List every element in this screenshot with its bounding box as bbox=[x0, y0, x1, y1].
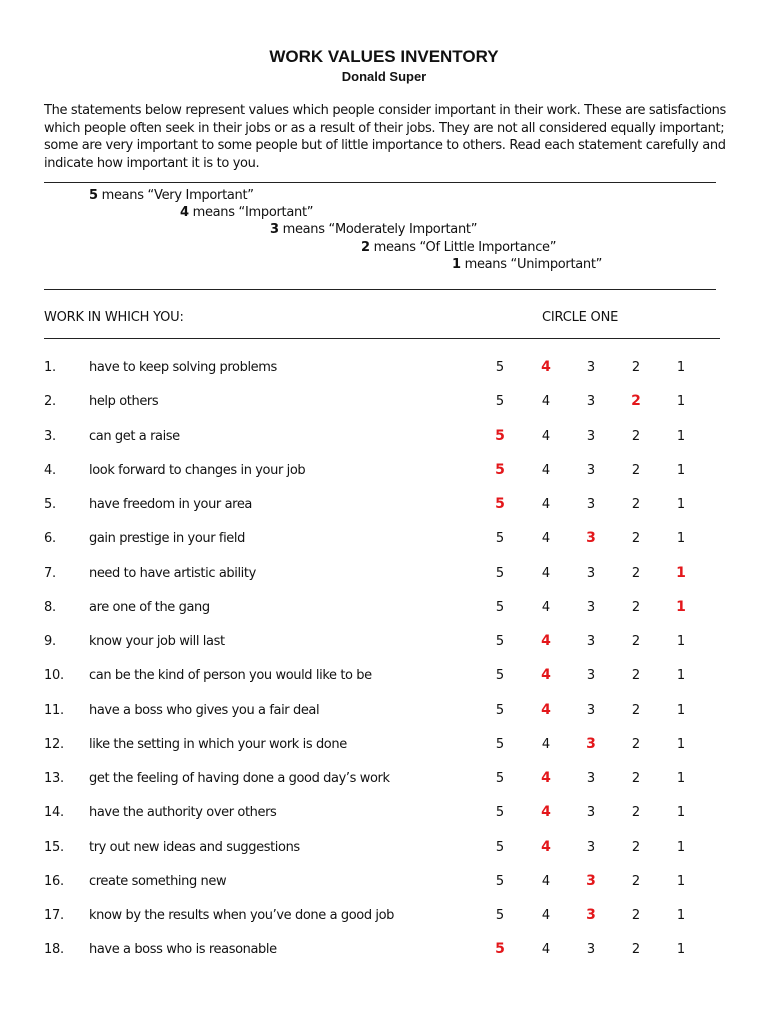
statement-number: 9. bbox=[44, 634, 56, 649]
rating-option[interactable]: 2 bbox=[631, 702, 641, 718]
legend-text: means “Important” bbox=[188, 205, 314, 220]
rating-option-selected[interactable]: 4 bbox=[541, 804, 551, 821]
statement-text: create something new bbox=[89, 873, 227, 889]
rating-option[interactable]: 4 bbox=[541, 394, 551, 410]
rating-option[interactable]: 5 bbox=[495, 360, 505, 375]
legend-value: 5 bbox=[89, 188, 98, 203]
rating-option-selected[interactable]: 3 bbox=[586, 872, 596, 889]
rating-option[interactable]: 4 bbox=[541, 428, 551, 444]
legend-value: 2 bbox=[361, 240, 370, 255]
rating-option[interactable]: 2 bbox=[631, 634, 641, 649]
statement-number: 7. bbox=[44, 565, 56, 581]
statement-text: are one of the gang bbox=[89, 599, 210, 615]
statement-text: have the authority over others bbox=[89, 805, 277, 821]
rating-option[interactable]: 3 bbox=[586, 599, 596, 615]
statement-row bbox=[0, 497, 768, 517]
rating-option[interactable]: 3 bbox=[586, 839, 596, 855]
rating-option[interactable]: 4 bbox=[541, 873, 551, 889]
rating-option[interactable]: 2 bbox=[631, 668, 641, 684]
author-name: Donald Super bbox=[341, 69, 427, 84]
statement-row bbox=[0, 840, 768, 860]
page-title: WORK VALUES INVENTORY bbox=[269, 47, 499, 66]
rating-option[interactable]: 2 bbox=[631, 873, 641, 889]
statement-number: 13. bbox=[44, 771, 64, 786]
rating-option-selected[interactable]: 5 bbox=[495, 496, 505, 512]
rating-option[interactable]: 1 bbox=[676, 428, 686, 444]
rating-option[interactable]: 3 bbox=[586, 942, 596, 958]
legend-value: 4 bbox=[180, 205, 189, 220]
statement-row bbox=[0, 600, 768, 620]
rating-option[interactable]: 1 bbox=[676, 736, 686, 752]
statement-row bbox=[0, 771, 768, 791]
rating-option[interactable]: 2 bbox=[631, 942, 641, 958]
statement-number: 2. bbox=[44, 394, 56, 410]
statement-text: like the setting in which your work is done bbox=[89, 736, 347, 752]
statement-text: have to keep solving problems bbox=[89, 360, 277, 375]
divider-line bbox=[44, 289, 716, 290]
rating-option[interactable]: 2 bbox=[631, 428, 641, 444]
rating-option[interactable]: 1 bbox=[676, 462, 686, 478]
rating-option[interactable]: 3 bbox=[586, 360, 596, 375]
statement-row bbox=[0, 463, 768, 483]
rating-option[interactable]: 2 bbox=[631, 771, 641, 786]
statement-text: try out new ideas and suggestions bbox=[89, 839, 300, 855]
rating-option-selected[interactable]: 3 bbox=[586, 735, 596, 752]
statement-number: 5. bbox=[44, 497, 56, 512]
statement-number: 4. bbox=[44, 462, 56, 478]
rating-option-selected[interactable]: 1 bbox=[676, 564, 686, 581]
statement-row bbox=[0, 942, 768, 962]
rating-option[interactable]: 1 bbox=[676, 668, 686, 684]
rating-option[interactable]: 5 bbox=[495, 873, 505, 889]
statement-text: look forward to changes in your job bbox=[89, 462, 306, 478]
rating-option[interactable]: 4 bbox=[541, 942, 551, 958]
statement-number: 12. bbox=[44, 736, 64, 752]
legend-line-important bbox=[180, 205, 313, 220]
rating-option[interactable]: 2 bbox=[631, 599, 641, 615]
statement-number: 11. bbox=[44, 702, 64, 718]
rating-option[interactable]: 2 bbox=[631, 736, 641, 752]
rating-option[interactable]: 1 bbox=[676, 942, 686, 958]
rating-option[interactable]: 1 bbox=[676, 634, 686, 649]
statement-text: help others bbox=[89, 394, 159, 410]
rating-option[interactable]: 3 bbox=[586, 634, 596, 649]
statement-column-header: WORK IN WHICH YOU: bbox=[44, 310, 184, 325]
statement-text: can be the kind of person you would like to be bbox=[89, 668, 372, 684]
rating-option-selected[interactable]: 4 bbox=[541, 667, 551, 684]
rating-option[interactable]: 2 bbox=[631, 565, 641, 581]
rating-option[interactable]: 4 bbox=[541, 908, 551, 923]
statement-row bbox=[0, 634, 768, 654]
statement-number: 10. bbox=[44, 668, 64, 684]
statement-text: have freedom in your area bbox=[89, 497, 252, 512]
statement-number: 1. bbox=[44, 360, 56, 375]
rating-option[interactable]: 1 bbox=[676, 497, 686, 512]
legend-line-unimportant bbox=[452, 257, 602, 272]
rating-option-selected[interactable]: 1 bbox=[676, 598, 686, 615]
rating-option[interactable]: 5 bbox=[495, 839, 505, 855]
rating-option-selected[interactable]: 4 bbox=[541, 359, 551, 375]
statement-text: have a boss who is reasonable bbox=[89, 942, 277, 958]
legend-text: means “Unimportant” bbox=[460, 257, 603, 272]
legend-text: means “Very Important” bbox=[97, 188, 254, 203]
statement-number: 14. bbox=[44, 805, 64, 821]
rating-option-selected[interactable]: 5 bbox=[495, 941, 505, 958]
statement-number: 3. bbox=[44, 428, 56, 444]
rating-option-selected[interactable]: 5 bbox=[495, 461, 505, 478]
rating-option[interactable]: 4 bbox=[541, 497, 551, 512]
statement-row bbox=[0, 394, 768, 414]
instructions-paragraph: The statements below represent values which people consider important in their work. These are satisfactions which people often seek in their jobs or as a result of their jobs. They are not all considered equally important; some are very important to some people but of little importance to others. Read each statement carefully and indicate how important it is to you. bbox=[44, 103, 726, 171]
rating-option[interactable]: 1 bbox=[676, 839, 686, 855]
statement-text: have a boss who gives you a fair deal bbox=[89, 702, 320, 718]
rating-option[interactable]: 4 bbox=[541, 736, 551, 752]
rating-option[interactable]: 1 bbox=[676, 360, 686, 375]
rating-option[interactable]: 4 bbox=[541, 531, 551, 547]
rating-option[interactable]: 2 bbox=[631, 908, 641, 923]
legend-line-little-importance bbox=[361, 240, 556, 255]
statement-row bbox=[0, 908, 768, 928]
statement-row bbox=[0, 566, 768, 586]
rating-option[interactable]: 1 bbox=[676, 805, 686, 821]
rating-option[interactable]: 2 bbox=[631, 805, 641, 821]
statement-row bbox=[0, 874, 768, 894]
rating-option[interactable]: 5 bbox=[495, 736, 505, 752]
rating-option-selected[interactable]: 4 bbox=[541, 770, 551, 786]
rating-option[interactable]: 2 bbox=[631, 839, 641, 855]
statement-row bbox=[0, 737, 768, 757]
rating-option[interactable]: 2 bbox=[631, 531, 641, 547]
rating-option[interactable]: 5 bbox=[495, 394, 505, 410]
rating-option[interactable]: 5 bbox=[495, 634, 505, 649]
legend-value: 3 bbox=[270, 222, 279, 237]
divider-line bbox=[44, 338, 720, 339]
statement-number: 6. bbox=[44, 531, 56, 547]
legend-line-moderately-important bbox=[270, 222, 477, 237]
rating-option[interactable]: 3 bbox=[586, 428, 596, 444]
rating-option[interactable]: 5 bbox=[495, 908, 505, 923]
rating-option[interactable]: 5 bbox=[495, 668, 505, 684]
rating-option[interactable]: 3 bbox=[586, 462, 596, 478]
rating-option[interactable]: 3 bbox=[586, 702, 596, 718]
statement-number: 17. bbox=[44, 908, 64, 923]
statement-number: 15. bbox=[44, 839, 64, 855]
rating-option[interactable]: 4 bbox=[541, 565, 551, 581]
rating-option-selected[interactable]: 4 bbox=[541, 633, 551, 649]
rating-column-header: CIRCLE ONE bbox=[542, 310, 619, 325]
statement-text: gain prestige in your field bbox=[89, 531, 245, 547]
rating-option[interactable]: 2 bbox=[631, 497, 641, 512]
statement-row bbox=[0, 531, 768, 551]
statement-number: 16. bbox=[44, 873, 64, 889]
rating-option[interactable]: 1 bbox=[676, 531, 686, 547]
statement-row bbox=[0, 429, 768, 449]
rating-option[interactable]: 5 bbox=[495, 771, 505, 786]
legend-line-very-important bbox=[89, 188, 254, 203]
rating-option[interactable]: 3 bbox=[586, 805, 596, 821]
rating-option-selected[interactable]: 4 bbox=[541, 701, 551, 718]
rating-option[interactable]: 4 bbox=[541, 599, 551, 615]
divider-line bbox=[44, 182, 716, 183]
statement-text: get the feeling of having done a good day’s work bbox=[89, 771, 390, 786]
rating-option[interactable]: 3 bbox=[586, 565, 596, 581]
rating-option[interactable]: 1 bbox=[676, 873, 686, 889]
rating-option[interactable]: 2 bbox=[631, 462, 641, 478]
rating-option-selected[interactable]: 2 bbox=[631, 393, 641, 410]
rating-option[interactable]: 5 bbox=[495, 805, 505, 821]
rating-option-selected[interactable]: 4 bbox=[541, 838, 551, 855]
statement-row bbox=[0, 668, 768, 688]
statement-row bbox=[0, 805, 768, 825]
legend-value: 1 bbox=[452, 257, 461, 272]
rating-option-selected[interactable]: 3 bbox=[586, 530, 596, 547]
rating-option[interactable]: 5 bbox=[495, 565, 505, 581]
rating-option[interactable]: 3 bbox=[586, 771, 596, 786]
rating-option[interactable]: 5 bbox=[495, 702, 505, 718]
rating-option[interactable]: 4 bbox=[541, 462, 551, 478]
legend-text: means “Of Little Importance” bbox=[369, 240, 557, 255]
rating-option[interactable]: 3 bbox=[586, 668, 596, 684]
statement-row bbox=[0, 360, 768, 380]
rating-option[interactable]: 1 bbox=[676, 702, 686, 718]
statement-text: need to have artistic ability bbox=[89, 565, 256, 581]
rating-option[interactable]: 1 bbox=[676, 394, 686, 410]
rating-option[interactable]: 5 bbox=[495, 531, 505, 547]
rating-option-selected[interactable]: 5 bbox=[495, 427, 505, 444]
statement-text: know your job will last bbox=[89, 634, 225, 649]
rating-option[interactable]: 3 bbox=[586, 394, 596, 410]
statement-text: know by the results when you’ve done a good job bbox=[89, 908, 395, 923]
statement-row bbox=[0, 703, 768, 723]
statement-text: can get a raise bbox=[89, 428, 180, 444]
rating-option-selected[interactable]: 3 bbox=[586, 907, 596, 923]
rating-option[interactable]: 3 bbox=[586, 497, 596, 512]
rating-option[interactable]: 2 bbox=[631, 360, 641, 375]
statement-number: 18. bbox=[44, 942, 64, 958]
rating-option[interactable]: 5 bbox=[495, 599, 505, 615]
legend-text: means “Moderately Important” bbox=[278, 222, 478, 237]
statement-number: 8. bbox=[44, 599, 56, 615]
rating-option[interactable]: 1 bbox=[676, 771, 686, 786]
rating-option[interactable]: 1 bbox=[676, 908, 686, 923]
